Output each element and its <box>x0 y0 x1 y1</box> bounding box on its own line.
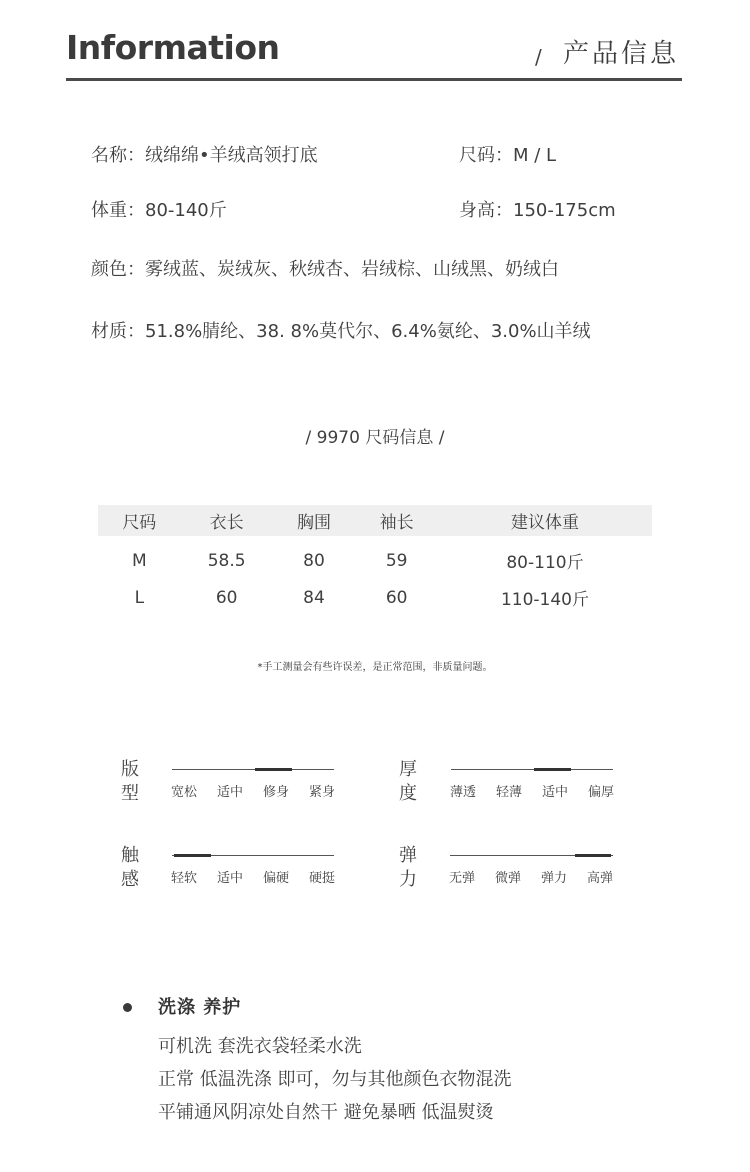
care-line: 正常 低温洗涤 即可，勿与其他颜色衣物混洗 <box>158 1069 512 1090</box>
gauge-label: 版型 <box>121 759 139 804</box>
column-header: 袖长 <box>355 505 438 536</box>
table-cell: 80-110斤 <box>506 553 584 573</box>
gauge-option: 轻软 <box>170 871 197 886</box>
info-colors: 颜色：雾绒蓝、炭绒灰、秋绒杏、岩绒棕、山绒黑、奶绒白 <box>91 259 559 280</box>
header-divider <box>66 78 682 81</box>
gauge-option: 无弹 <box>448 871 475 886</box>
gauge-option: 薄透 <box>449 785 476 800</box>
table-cell: 110-140斤 <box>500 590 589 610</box>
gauge-option: 适中 <box>216 785 243 800</box>
measurement-note: *手工测量会有些许误差，是正常范围，非质量问题。 <box>257 662 493 673</box>
gauge-indicator <box>575 854 612 857</box>
gauge-track <box>451 769 613 770</box>
gauge-option: 微弹 <box>494 871 521 886</box>
info-size: 尺码：M / L <box>459 145 557 166</box>
gauge-option: 硬挺 <box>308 871 335 886</box>
column-header: 尺码 <box>98 505 181 536</box>
table-cell: 59 <box>385 550 408 571</box>
gauge-label: 厚度 <box>399 759 417 804</box>
table-cell: 84 <box>303 587 325 608</box>
info-name: 名称：绒绵绵•羊绒高领打底 <box>91 145 318 166</box>
gauge-label: 弹力 <box>399 845 417 890</box>
gauge-option: 宽松 <box>170 785 197 800</box>
gauge-track <box>172 769 334 770</box>
gauge-option: 适中 <box>541 785 568 800</box>
table-cell: L <box>134 587 145 608</box>
table-cell: 60 <box>215 587 238 608</box>
column-header: 胸围 <box>273 505 356 536</box>
gauge-indicator <box>174 854 210 857</box>
table-row <box>98 536 652 579</box>
info-material: 材质：51.8%腈纶、38. 8%莫代尔、6.4%氨纶、3.0%山羊绒 <box>91 321 591 342</box>
gauge-option: 紧身 <box>308 785 335 800</box>
gauge-option: 高弹 <box>586 871 613 886</box>
column-header: 衣长 <box>181 505 273 536</box>
gauge-option: 偏厚 <box>587 785 614 800</box>
gauge-option: 偏硬 <box>262 871 289 886</box>
page-title: Information <box>66 28 280 67</box>
care-line: 可机洗 套洗衣袋轻柔水洗 <box>158 1036 362 1057</box>
table-cell: 58.5 <box>207 550 246 571</box>
gauge-option: 适中 <box>216 871 243 886</box>
table-cell: M <box>131 550 147 571</box>
size-table <box>98 505 652 616</box>
gauge-option: 轻薄 <box>495 785 522 800</box>
page-subtitle: 产品信息 <box>563 39 680 69</box>
column-header: 建议体重 <box>438 505 652 536</box>
size-chart-title: / 9970 尺码信息 / <box>305 428 445 448</box>
table-cell: 60 <box>385 587 408 608</box>
info-height: 身高：150-175cm <box>459 200 616 221</box>
info-weight: 体重：80-140斤 <box>91 200 227 221</box>
care-line: 平铺通风阴凉处自然干 避免暴晒 低温熨烫 <box>158 1102 494 1123</box>
bullet-dot <box>123 1003 132 1012</box>
gauge-option: 修身 <box>262 785 289 800</box>
title-slash: / <box>535 45 542 69</box>
table-row <box>98 579 652 616</box>
gauge-indicator <box>255 768 291 771</box>
table-cell: 80 <box>303 550 325 571</box>
gauge-label: 触感 <box>121 845 139 890</box>
gauge-option: 弹力 <box>540 871 567 886</box>
gauge-indicator <box>534 768 570 771</box>
care-title: 洗涤 养护 <box>158 997 242 1018</box>
size-table-header <box>98 505 652 536</box>
